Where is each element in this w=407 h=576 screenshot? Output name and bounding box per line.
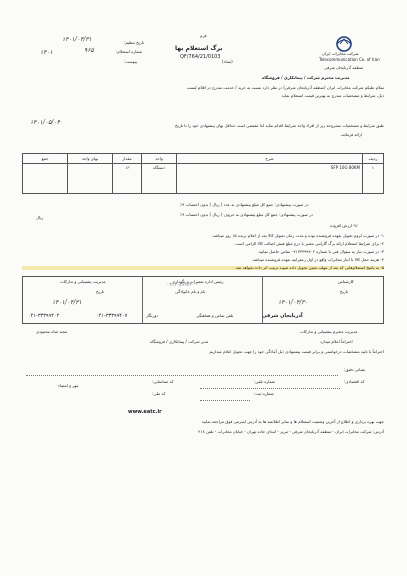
sig-center-name-label: نام و نام خانوادگی: [175, 289, 206, 294]
sig-center-email: ۰۹۱۴-۸۸۹۷۲۰۰: [166, 282, 198, 288]
year-value: ۱۴۰۱: [40, 49, 53, 56]
deadline: ۱۴۰۱/۰۵/۰۴: [30, 119, 60, 126]
city-value: آذربایجان شرقی: [262, 313, 303, 319]
field-reg-number: شماره ثبت:: [254, 391, 274, 396]
attachment-label: پیوست:: [124, 59, 138, 64]
col-qty: مقدار: [113, 154, 142, 164]
lower-line2: مدیر شرکت / پیمانکاری / فروشگاه: [150, 339, 209, 344]
phone-value: ۰۴۱-۳۳۳۹۹۴۰۲: [28, 313, 60, 319]
salutation: مدیریت محترم شرکت / پیمانکاری / فروشگاه: [262, 75, 350, 80]
cell-price: [68, 164, 113, 194]
table-header-row: [23, 154, 384, 164]
sig-right-date-label: تاریخ: [340, 289, 348, 294]
sig-left-title: مدیریت پشتیبانی و تدارکات: [60, 279, 106, 284]
field-national-code: کد ملی:: [152, 391, 166, 396]
number-label: شماره استعلام:: [116, 49, 142, 54]
sig-left-date-label: تاریخ: [96, 289, 104, 294]
footer-address: آدرس: شرکت مخابرات ایران - منطقه آذربایجان شرقی - تبریز - ابتدای جاده تهران - خیابان مخابرات - تلفن ۴۱۸: [198, 429, 384, 434]
phone-label: تلفن تماس و هماهنگی: [196, 313, 234, 318]
col-index: ردیف: [363, 154, 384, 164]
date-value: ۱۴۰۱/۰۴/۳۱: [62, 36, 92, 43]
intro-line1: سلام علیکم شرکت مخابرات ایران (منطقه آذربایجان شرقی) در نظر دارد نسبت به خرید / خدمت مندرج در اقلام لیست: [186, 85, 384, 90]
col-total: جمع: [23, 154, 68, 164]
condition-1: ۱- در صورت لزوم تحویل بعهده فروشنده بوده و مدت زمان تحویل کالا بعد از اعلام برنده ۱۵ روز میباشد.: [211, 233, 384, 238]
number-value: ۹۶۵: [84, 47, 94, 54]
reg-label: مجید شاه محمودی: [36, 329, 68, 334]
col-unit: واحد: [142, 154, 177, 164]
items-table: [22, 153, 384, 194]
seal-label: مهر و امضاء: [58, 383, 79, 388]
col-price: بهای واحد: [68, 154, 113, 164]
rial-label: ریال: [36, 215, 44, 220]
fax-value: ۰۴۱-۳۳۳۹۹۴۰۷: [96, 313, 128, 319]
company-name-en: Telecommunication Co. of Iran: [319, 57, 380, 62]
lower-line3: احتراماً با تایید مشخصات درخواستی و برابر قیمت پیشنهادی ذیل آمادگی خود را جهت تحویل اعلام میداریم: [209, 349, 384, 354]
intro-line3: طبق شرایط و مشخصات مشروحه زیر از افراد واجد شرایط اقدام نماید لذا مقتضی است حداقل بهای پیشنهادی خود را تا تاریخ: [175, 123, 384, 128]
org-unit: منطقه آذربایجان شرقی: [324, 65, 364, 70]
form-label: فرم: [200, 33, 207, 38]
sig-left-sign: ۱۴۰۱/۰۴/۳۱: [52, 299, 82, 306]
col-desc: شرح: [177, 154, 363, 164]
cell-desc: SFP 10G 80KM: [177, 164, 363, 194]
date-label: تاریخ تنظیم:: [124, 40, 145, 45]
total-words-label: در صورت پیشنهادی: جمع کل مبلغ پیشنهادی به حروف ( ریال ) بدون احتساب ۹٪: [180, 212, 313, 217]
vat-note: ۹٪ ارزش افزوده: [330, 223, 358, 228]
field-phone: شماره تلفن:: [254, 379, 276, 384]
field-economic-code: کد اقتصادی:: [344, 379, 365, 384]
table-row: [23, 164, 384, 194]
intro-line4: ارائه فرمائید.: [340, 132, 362, 137]
sig-right-sign: ۱۴۰۱/۰۴/۳۰: [278, 299, 308, 306]
cell-index: ۱: [363, 164, 384, 194]
cell-unit: دستگاه: [142, 164, 177, 194]
intro-line2: ذیل، شرایط و مشخصات مندرج به بهترین قیمت استعلام نماید: [281, 93, 384, 98]
website-link[interactable]: www.eatc.ir: [128, 409, 162, 415]
field-id-code: کد شناسایی:: [152, 379, 174, 384]
footer-note: جهت بهره برداری و اطلاع از آخرین وضعیت استعلام ها و سایر اطلاعیه ها به آدرس اینترنتی فوق مراجعه نمایید: [201, 419, 384, 424]
cell-total: [23, 164, 68, 194]
lower-line1: احتراماً اعلام میدارد: [320, 339, 353, 344]
sig-center-title: رئیس اداره تعمیرات و نگهداری: [172, 279, 224, 284]
doc-title: برگ استعلام بها: [175, 45, 223, 52]
stamp-text: (ستاد): [222, 59, 233, 64]
condition-2: ۲- برای شرایط استعلام ارائه برگ گارانتی معتبر با درج مبلغ فیش اصالت کالا الزامی است.: [234, 241, 384, 246]
form-code: QF/764/21/0103: [180, 54, 221, 60]
sig-right-title: کارشناس: [338, 279, 354, 284]
condition-5: ۵- به پاسخ استعلام‌هایی که بعد از مهلت معین تحویل داده شوند ترتیب اثر داده نخواهد شد.: [22, 266, 384, 270]
condition-3: ۳- در صورت نیاز به سئوال فنی با شماره ۰۴۱۳۳۳۹۹۴۰۲ تماس حاصل نمایید.: [257, 249, 384, 254]
field-address: نشانی دقیق:: [344, 367, 366, 372]
fax-label: دورنگار: [146, 313, 159, 318]
company-name: شرکت مخابرات ایران: [322, 51, 359, 56]
condition-4: ۴- هزینه حمل کالا تا انبار مخابرات واقع در اول زعفرانیه بعهده فروشنده میباشد.: [251, 257, 384, 262]
total-label: در صورت پیشنهادی: جمع کل مبلغ پیشنهادی به عدد ( ریال ) بدون احتساب ۹٪: [180, 202, 309, 207]
lower-title: مدیریت محترم پشتیبانی و تدارکات: [300, 329, 358, 334]
cell-qty: ۱۲: [113, 164, 142, 194]
